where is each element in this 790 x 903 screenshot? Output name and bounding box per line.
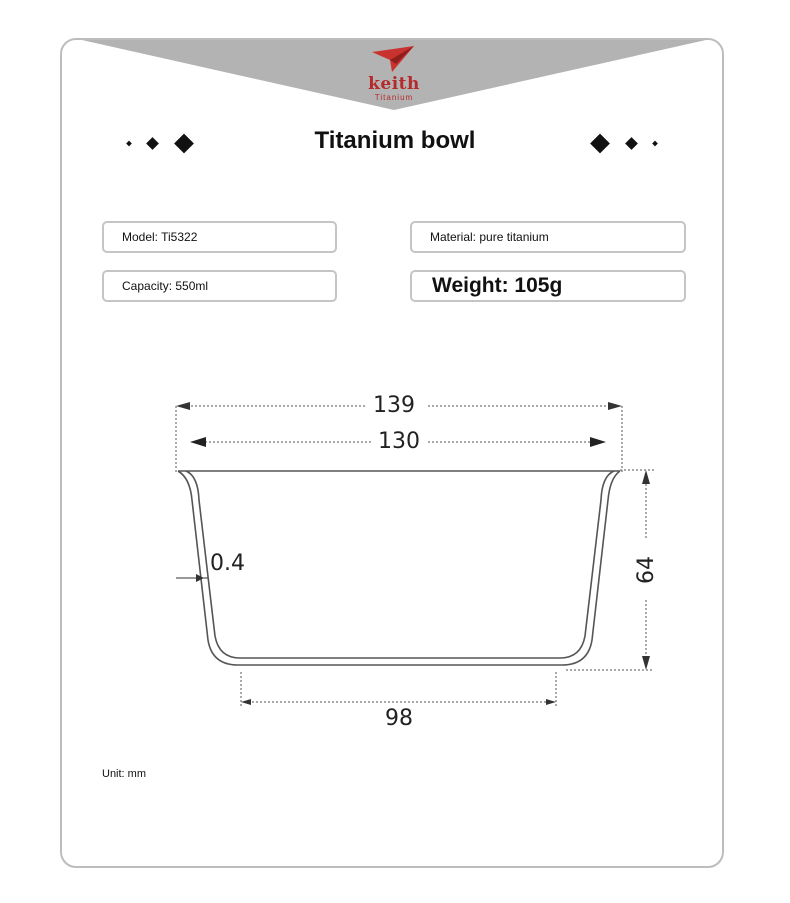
spec-material-text: Material: pure titanium xyxy=(430,230,549,244)
bottom-width-arrow-left xyxy=(241,699,251,705)
brand-subtitle: Titanium xyxy=(374,93,414,102)
brand-name: keith xyxy=(368,74,420,94)
outer-width-arrow-left xyxy=(176,402,190,410)
spec-model-text: Model: Ti5322 xyxy=(122,230,198,244)
page-title: Titanium bowl xyxy=(314,127,476,154)
spec-weight-text: Weight: 105g xyxy=(432,274,563,297)
inner-width-arrow-left xyxy=(190,437,206,447)
outer-width-label: 139 xyxy=(373,393,415,418)
spec-capacity-text: Capacity: 550ml xyxy=(122,279,209,293)
height-label: 64 xyxy=(634,556,659,584)
inner-width-arrow-right xyxy=(590,437,606,447)
inner-width-label: 130 xyxy=(378,429,420,454)
unit-note: Unit: mm xyxy=(102,768,146,780)
bottom-width-label: 98 xyxy=(385,706,413,731)
bottom-width-arrow-right xyxy=(546,699,556,705)
height-arrow-top xyxy=(642,470,650,484)
outer-width-arrow-right xyxy=(608,402,622,410)
bottom-width-line xyxy=(241,672,556,706)
wall-thickness-label: 0.4 xyxy=(210,551,245,576)
height-arrow-bottom xyxy=(642,656,650,670)
